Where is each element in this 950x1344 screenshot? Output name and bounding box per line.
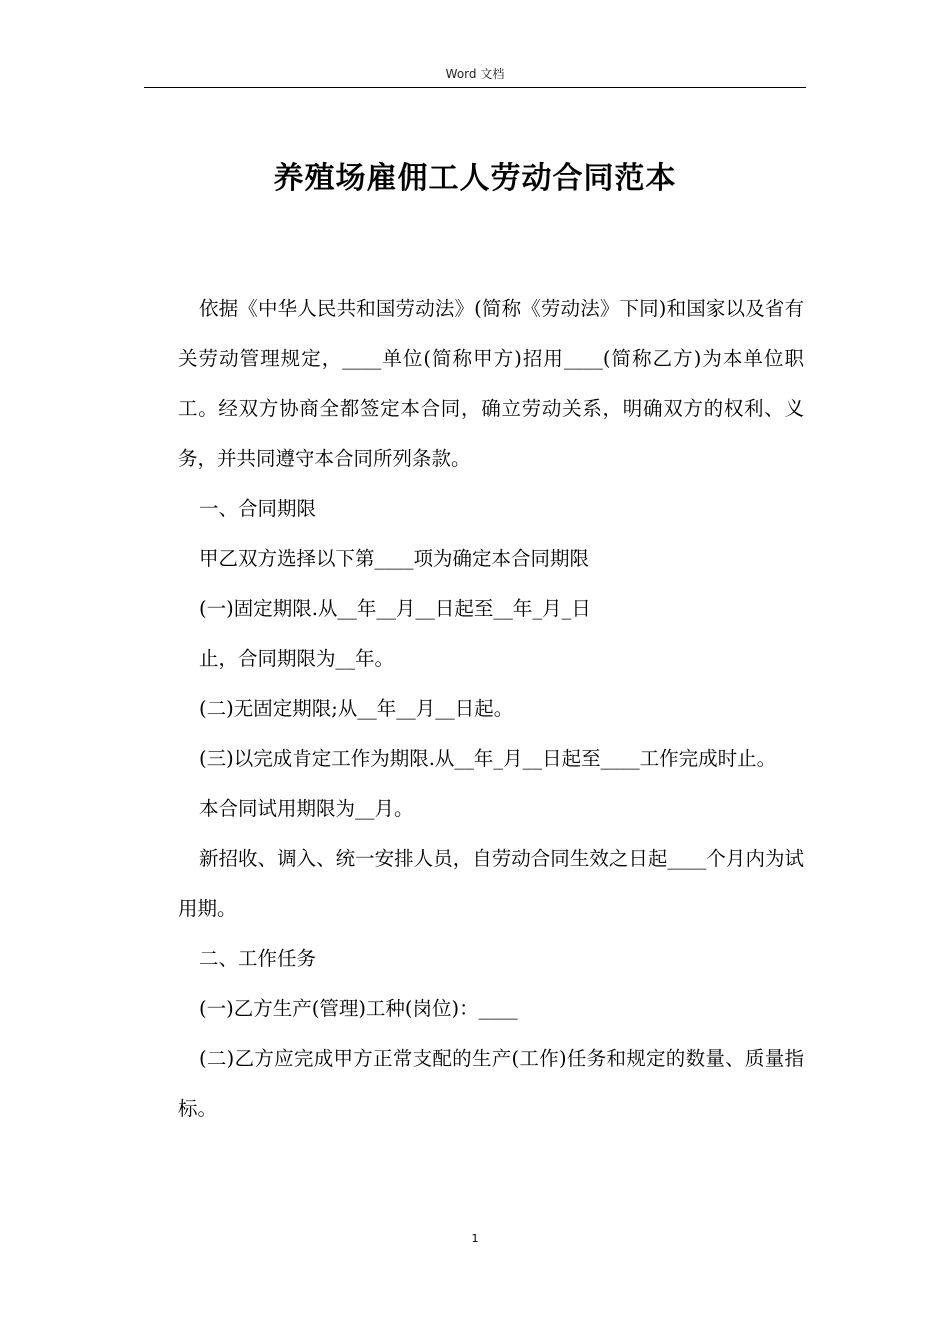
section-heading-contract-term: 一、合同期限 <box>199 497 317 520</box>
paragraph-job-type: (一)乙方生产(管理)工种(岗位)：____ <box>199 997 518 1020</box>
paragraph-fixed-term-duration: 止，合同期限为__年。 <box>199 647 395 670</box>
page-number: 1 <box>471 1232 479 1245</box>
section-heading-work-tasks: 二、工作任务 <box>199 947 317 970</box>
paragraph-preamble: 依据《中华人民共和国劳动法》(简称《劳动法》下同)和国家以及省有关劳动管理规定，____单位(简称甲方)招用____(简称乙方)为本单位职工。经双方协商全都签定本合同，确立劳动关系，明确双方的权利、义务，并共同遵守本合同所列条款。 <box>178 297 804 470</box>
paragraph-probation-new-hires: 新招收、调入、统一安排人员，自劳动合同生效之日起____个月内为试用期。 <box>178 847 804 920</box>
paragraph-term-choice: 甲乙双方选择以下第____项为确定本合同期限 <box>199 547 590 570</box>
page-header-label: Word 文档 <box>445 67 505 81</box>
document-title: 养殖场雇佣工人劳动合同范本 <box>273 161 677 196</box>
paragraph-task-term: (三)以完成肯定工作为期限.从__年_月__日起至____工作完成时止。 <box>199 747 777 770</box>
paragraph-open-term: (二)无固定期限;从__年__月__日起。 <box>199 697 514 720</box>
document-body <box>178 284 804 1134</box>
paragraph-fixed-term: (一)固定期限.从__年__月__日起至__年_月_日 <box>199 597 591 620</box>
header-divider <box>144 87 806 88</box>
paragraph-task-quotas: (二)乙方应完成甲方正常支配的生产(工作)任务和规定的数量、质量指标。 <box>178 1047 804 1120</box>
paragraph-probation-period: 本合同试用期限为__月。 <box>199 797 414 820</box>
